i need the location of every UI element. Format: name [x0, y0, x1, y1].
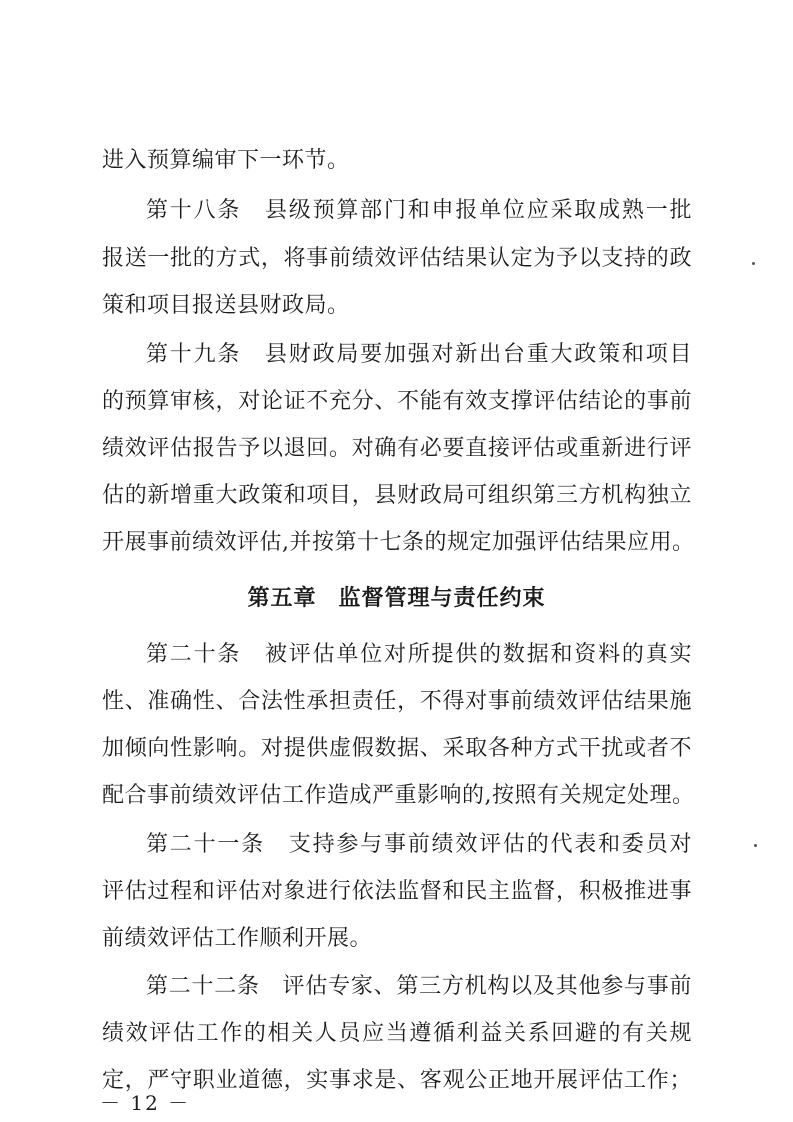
article-18-line: 第十八条 县级预算部门和申报单位应采取成熟一批: [146, 198, 692, 223]
text-line: 加倾向性影响。对提供虚假数据、采取各种方式干扰或者不: [102, 736, 692, 761]
text-line: 报送一批的方式，将事前绩效评估结果认定为予以支持的政: [102, 246, 692, 271]
chapter-heading: [0, 584, 793, 614]
text-line: 绩效评估报告予以退回。对确有必要直接评估或重新进行评: [102, 436, 692, 461]
text-line: 策和项目报送县财政局。: [102, 293, 350, 318]
text-line: 估的新增重大政策和项目，县财政局可组织第三方机构独立: [102, 483, 692, 508]
text-line: 前绩效评估工作顺利开展。: [102, 926, 373, 951]
page-number: － 12 －: [100, 1091, 191, 1115]
chapter-title: 监督管理与责任约束: [338, 586, 546, 611]
text-line: 的预算审核，对论证不充分、不能有效支撑评估结论的事前: [102, 389, 692, 414]
article-22-line: 第二十二条 评估专家、第三方机构以及其他参与事前: [146, 974, 692, 999]
text-line: 定，严守职业道德，实事求是、客观公正地开展评估工作；: [102, 1068, 692, 1093]
scan-speck: [752, 262, 755, 265]
text-line: 进入预算编审下一环节。: [102, 148, 350, 173]
text-line: 开展事前绩效评估,并按第十七条的规定加强评估结果应用。: [102, 530, 695, 555]
article-20-line: 第二十条 被评估单位对所提供的数据和资料的真实: [146, 642, 692, 667]
text-line: 评估过程和评估对象进行依法监督和民主监督，积极推进事: [102, 879, 692, 904]
text-line: 配合事前绩效评估工作造成严重影响的,按照有关规定处理。: [102, 783, 695, 808]
article-19-line: 第十九条 县财政局要加强对新出台重大政策和项目: [146, 342, 692, 367]
chapter-number: 第五章: [247, 586, 317, 611]
article-21-line: 第二十一条 支持参与事前绩效评估的代表和委员对: [146, 832, 692, 857]
text-line: 性、准确性、合法性承担责任，不得对事前绩效评估结果施: [102, 689, 692, 714]
text-line: 绩效评估工作的相关人员应当遵循利益关系回避的有关规: [102, 1021, 692, 1046]
scan-speck: [754, 844, 757, 847]
